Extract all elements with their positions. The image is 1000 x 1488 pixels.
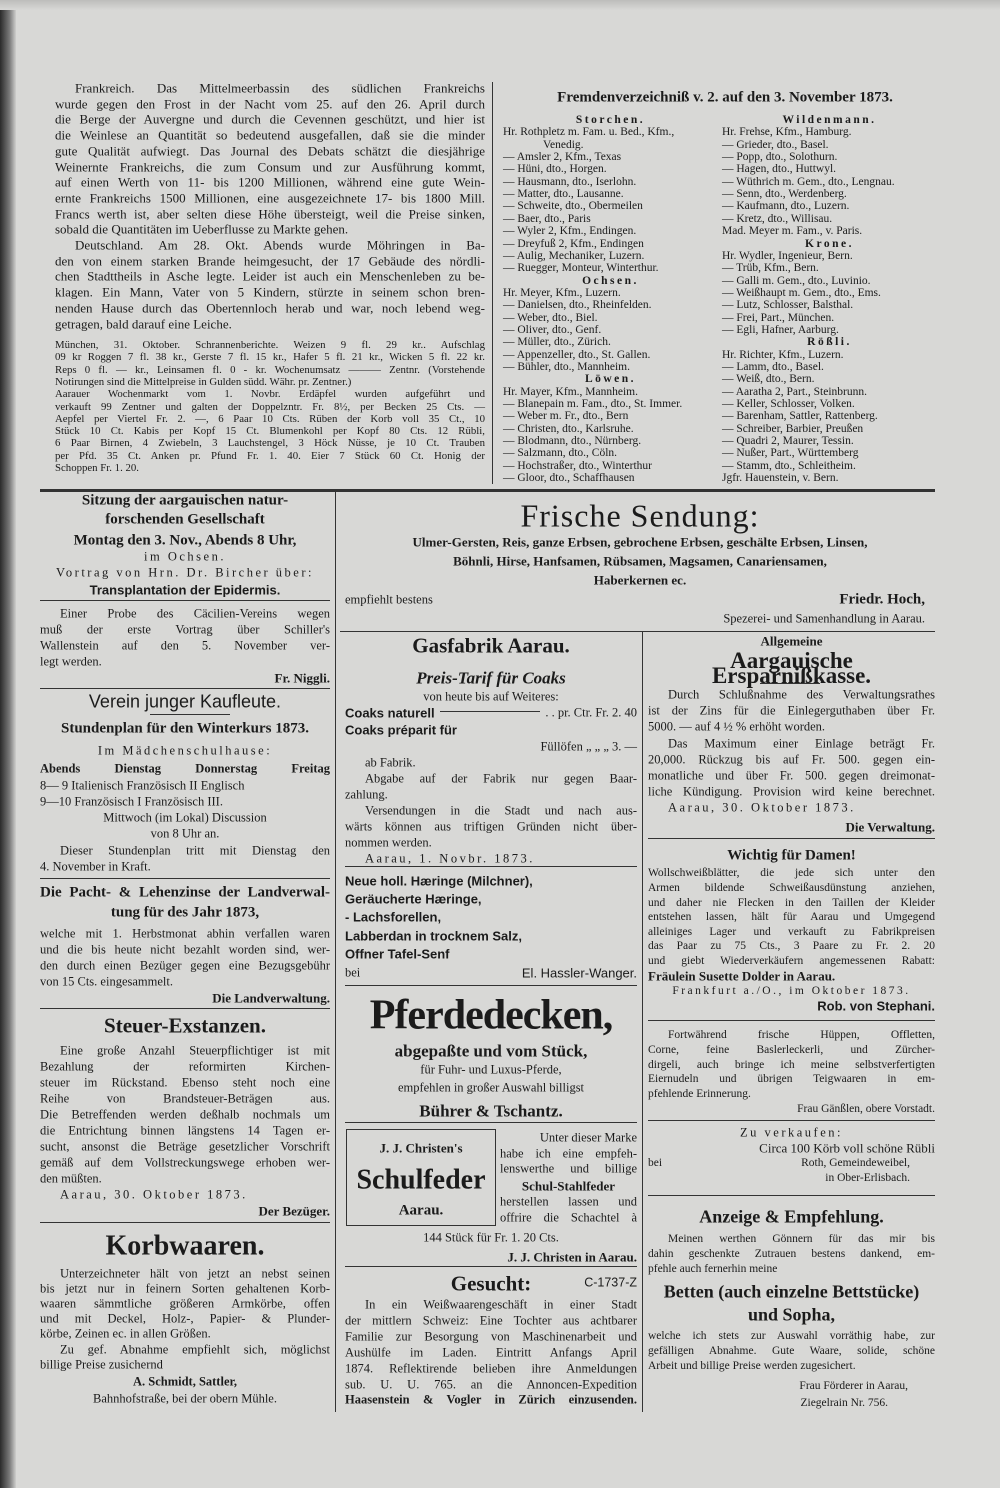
fremden-right-line: Hr. Richter, Kfm., Luzern. [722,348,844,361]
steuer-line: Steuer-Exstanzen. [104,1013,266,1038]
pferde-line: empfehlen in großer Auswahl billigst [397,1080,585,1095]
verein-line: Im Mädchenschulhause: [97,743,273,758]
steuer-line: die Entrichtung binnen längstens 14 Tagen er- [40,1123,330,1138]
fremden-right-line: — Egli, Hafner, Aarburg. [722,323,839,336]
fremden-right-line: — Senn, dto., Werdenberg. [722,188,847,201]
fremden-left-line: — Hausmann, dto., Iserlohn. [503,175,637,188]
divider-rule [648,1195,935,1196]
fremden-left-line: — Matter, dto., Lausanne. [503,188,624,201]
gas-line: ab Fabrik. [365,755,416,770]
news-line: sobald die Quantitäten im Ueberflusse zu Markte gehen. [55,221,349,237]
divider-rule [345,1266,637,1267]
news-line: nenden Hause durch das Obertennloch herab und war, noch lebend weg- [55,300,485,316]
divider-rule [340,631,935,632]
steuer-line: Der Bezüger. [258,1203,330,1219]
news-line: chen Stadttheils in Asche legte. Leider ist auch ein Menschenleben zu be- [55,268,485,284]
damen-line: entstehen lassen, hält für Aarau und Umgegend [648,911,935,923]
fremden-right-line: — Kaufmann, dto., Luzern. [722,200,850,213]
fremden-left-line: — Bühler, dto., Mannheim. [503,361,630,373]
fremden-right-line: Jgfr. Hauenstein, v. Bern. [722,472,839,485]
damen-line: und daher nie Flecken in den Taillen der Kleider [648,897,935,909]
pacht-line: Die Pacht- & Lehenzinse der Landverwal- [40,884,330,901]
caecilien-line: Fr. Niggli. [274,670,330,686]
schulfeder-line: offrire die Schachtel à [500,1210,637,1225]
damen-line: Armen bildende Schweißausdünstung anziehen, [648,882,935,894]
fremden-left-line: Hr. Mayer, Kfm., Mannheim. [503,385,638,398]
schulfeder-line: lenswerthe und billige [500,1161,637,1176]
huppen-line: Frau Gänßlen, obere Vorstadt. [797,1103,935,1115]
kasse-line: 20,000. Rückzug bis auf Fr. 500. gegen ein- [648,752,935,767]
verkaufen-line: Zu verkaufen: [740,1125,843,1140]
verein-line: Mittwoch (im Lokal) Discussion [103,810,267,825]
fremden-right-line: — Barenham, Sattler, Rattenberg. [722,410,878,423]
gas-line: Versendungen in die Stadt und nach aus- [365,803,637,818]
anzeige-line: Arbeit und billige Preise werden zugesichert. [648,1360,856,1372]
caecilien-line: legt werden. [40,654,102,669]
steuer-line: Reihe von Brandsteuer-Beträgen aus. [40,1091,330,1106]
divider-rule [345,985,637,986]
haeringe-line: - Lachsforellen, [345,909,442,925]
korb-line: Bahnhofstraße, bei der obern Mühle. [93,1391,277,1406]
pacht-line: tung für des Jahr 1873, [110,904,260,921]
fremden-left-line: Venedig. [543,138,584,151]
fremden-title-line: Fremdenverzeichniß v. 2. auf den 3. November 1873. [557,89,893,106]
fremden-left-line: — Aulig, Mechaniker, Luzern. [503,249,645,262]
fremden-right-line: — Frei, Part., München. [722,311,835,324]
news-line: Aepfel per Viertel Fr. 2. —, 6 Paar 10 Cts. Rüben der Korb voll 35 Ct., 10 [55,412,485,425]
fremden-left-line: — Weber m. Fr., dto., Bern [503,410,629,423]
divider-rule [345,1122,637,1123]
schulfeder-line: herstellen lassen und [500,1194,637,1209]
fremden-right-line: — Quadri 2, Maurer, Tessin. [722,435,854,448]
news-line: Weinernte Frankreichs, die zum Consum und zur Ausführung kommt, [55,159,485,174]
frische-line: Frische Sendung: [520,497,760,534]
haeringe-line: El. Hassler-Wanger. [521,965,637,981]
fremden-right-line: — Kretz, dto., Willisau. [722,212,833,225]
frische-line: Böhnli, Hirse, Hanfsamen, Rübsamen, Magsamen, Canariensamen, [453,553,827,569]
fremden-left-line: — Hochstraßer, dto., Winterthur [503,459,652,472]
schulfeder-line: Schulfeder [356,1164,486,1196]
news-line: verkauft 99 Zentner und galten der Doppelzntr. Fr. 8½, per Becken 25 Cts. — [55,400,485,413]
fremden-right-line: — Popp, dto., Solothurn. [722,151,838,164]
gesucht-line: Aushülfe im Laden. Eintritt Anfangs April [345,1345,637,1360]
caecilien-line: muß der erste Vortrag über Schiller's [40,622,330,637]
anzeige-line: Meinen werthen Gönnern für das mir bis [668,1233,935,1245]
news-line: die Weinlese an Quantität so bedeutend ausgefallen, daß sie die minder [55,127,485,143]
divider-rule [760,683,820,684]
korb-line: körbe, Zeinen ec. in allen Größen. [40,1326,211,1341]
gas-line: Abgabe auf der Fabrik nur gegen Baar- [365,771,637,786]
schulfeder-line: J. J. Christen in Aarau. [507,1249,637,1265]
fremden-right-line: Wildenmann. [782,114,877,126]
verkaufen-line: Roth, Gemeindeweibel, [801,1157,910,1169]
gas-line: Coaks préparit für [345,722,457,738]
kasse-line: Durch Schlußnahme des Verwaltungsrathes [668,687,935,702]
fremden-left-line: — Hüni, dto., Horgen. [503,163,607,176]
fremden-left-line: — Blanepain m. Fam., dto., St. Immer. [503,398,683,411]
anzeige-line: Anzeige & Empfehlung. [699,1206,884,1227]
frische-line: Haberkernen ec. [593,572,687,588]
gesucht-line: Haasenstein & Vogler in Zürich einzusenden. [345,1392,637,1407]
divider-rule [40,489,935,492]
sitzung-line: Sitzung der aargauischen natur- [81,492,289,509]
fremden-left-line: — Baer, dto., Paris [503,212,591,225]
sitzung-line: Transplantation der Epidermis. [89,582,281,598]
divider-rule [440,711,540,712]
news-line: München, 31. Oktober. Schrannenberichte. Weizen 9 fl. 29 kr.. Aufschlag [55,339,485,351]
haeringe-line: Labberdan in trocknem Salz, [345,928,522,944]
news-line: wurde gegen den Frost in der Nacht vom 25. auf den 26. April durch [55,96,485,112]
fremden-left-line: — Oliver, dto., Genf. [503,323,602,336]
news-line: gute Qualität aufwiegt. Das Journal des Debats schätzt die diesjährige [55,143,485,159]
gas-line: von heute bis auf Weiteres: [423,689,559,704]
fremden-left-line: Löwen. [584,373,637,386]
kasse-line: Allgemeine [760,633,823,649]
caecilien-line: Wallenstein auf den 5. November ver- [40,638,330,653]
fremden-right-line: Krone. [805,237,854,250]
gas-line: . . pr. Ctr. Fr. 2. 40 [545,705,637,720]
damen-line: Wollschweißblätter, die jede sich unter den [648,867,935,879]
fremden-right-line: — Keller, Schlosser, Volken. [722,398,855,411]
gesucht-line: sub. U. U. 765. an die Annoncen-Expedition [345,1377,637,1392]
scan-edge [0,0,16,1488]
korb-line: billige Preise zusichernd [40,1357,163,1372]
divider-rule [648,1120,935,1121]
news-line: 09 kr Roggen 7 fl. 38 kr., Gerste 7 fl. 15 kr., Hafer 5 fl. 21 kr., Wicken 5 fl. 22 kr. [55,351,485,364]
gesucht-line: der mittlern Schweiz: Eine Tochter aus achtbarer [345,1313,637,1328]
haeringe-line: Geräucherte Hæringe, [345,891,482,907]
schulfeder-line: habe ich eine empfeh- [500,1146,637,1161]
gas-line: zahlung. [345,787,388,802]
huppen-line: Eiernudeln und übrigen Teigwaaren in em- [648,1073,935,1085]
schulfeder-trademark-box [346,1129,496,1226]
fremden-right-line: — Lutz, Schlosser, Balsthal. [722,299,854,312]
fremden-right-line: — Hagen, dto., Huttwyl. [722,163,837,176]
fremden-left-line: — Schweite, dto., Obermeilen [503,200,643,213]
news-line: Stück 10 Ct. Kabis per Kopf 15 Ct. Blumenkohl per Kopf 80 Cts. 12 Rübli, [55,425,485,438]
gesucht-line: 1874. Reflektirende belieben ihre Anmeldungen [345,1361,637,1376]
divider-rule [40,600,330,601]
news-line: ernte Frankreichs 1500 Millionen, eine ausgezeichnete 17- bis 1800 Mill. [55,190,485,206]
news-line: getragen, bald darauf eine Leiche. [55,316,232,331]
anzeige-line: und Sopha, [747,1304,836,1325]
gesucht-line: In ein Weißwaarengeschäft in einer Stadt [365,1297,637,1312]
damen-line: Frankfurt a./O., im Oktober 1873. [672,985,911,997]
fremden-right-line: — Lamm, dto., Basel. [722,361,824,373]
divider-rule [40,688,330,689]
anzeige-line: pfehle auch fernerhin meine [648,1263,778,1275]
pacht-line: Die Landverwaltung. [212,990,330,1006]
damen-line: Rob. von Stephani. [817,998,935,1014]
pacht-line: und die bis heute nicht bezahlt worden sind, wer- [40,942,330,957]
verkaufen-line: in Ober-Erlisbach. [825,1172,910,1184]
fremden-left-line: — Müller, dto., Zürich. [503,336,611,349]
news-line: Reps 0 fl. — kr., Leinsamen fl. 0 - kr. Wochenumsatz ——— Zentnr. (Vorstehende [55,363,485,376]
fremden-left-line: — Ruegger, Monteur, Winterthur. [503,262,659,275]
pacht-line: den durch einen Bezüger gegen eine Bezugsgebühr [40,958,330,973]
pacht-line: von 15 Cts. eingesammelt. [40,974,173,989]
news-line: Aarauer Wochenmarkt vom 1. Novbr. Erdäpfel wurden aufgeführt und [55,388,485,401]
gas-line: Preis-Tarif für Coaks [416,668,566,688]
frische-line: Friedr. Hoch, [839,591,925,608]
schulfeder-line: J. J. Christen's [379,1140,463,1156]
fremden-right-line: — Grieder, dto., Basel. [722,138,829,151]
kasse-line: Die Verwaltung. [845,819,935,835]
fremden-left-line: — Blodmann, dto., Nürnberg. [503,435,642,448]
korb-line: Korbwaaren. [105,1230,265,1262]
divider-rule [150,714,230,715]
fremden-right-line: — Weißhaupt m. Gem., dto., Ems. [722,286,881,299]
korb-line: und mit Deckel, Holz-, Papier- & Plunder- [40,1311,330,1326]
fremden-left-line: — Amsler 2, Kfm., Texas [503,151,622,164]
gesucht-line: Familie zur Besorgung von Maschinenarbeit und [345,1329,637,1344]
divider-rule [648,838,935,839]
kasse-line: Das Maximum einer Einlage beträgt Fr. [668,736,935,751]
divider-rule [492,82,493,484]
pferde-line: für Fuhr- und Luxus-Pferde, [420,1062,562,1077]
frische-line: Spezerei- und Samenhandlung in Aarau. [723,611,925,626]
steuer-line: sucht, ansonst die Beträge gesetzlicher Vorschrift [40,1139,330,1154]
verein-line: Dieser Stundenplan tritt mit Dienstag den [60,843,330,858]
pferde-line: Pferdedecken, [369,992,613,1039]
schulfeder-line: Aarau. [398,1202,444,1219]
gas-line: wärts können aus triftigen Gründen nicht über- [345,819,637,834]
fremden-right-line: — Galli m. Gem., dto., Luvinio. [722,274,871,287]
schulfeder-line: Unter dieser Marke [539,1130,637,1145]
kasse-line: monatliche und über Fr. 500. gegen dreimonat- [648,768,935,783]
korb-line: bis jetzt nur in feinern Sorten gehaltenen Korb- [40,1281,330,1296]
fremden-left-line: — Gloor, dto., Schaffhausen [503,472,635,485]
steuer-line: gemäß auf dem Vollstreckungswege erhoben wer- [40,1155,330,1170]
gesucht-line: Gesucht: [450,1271,532,1296]
korb-line: Zu gef. Abnahme empfiehlt sich, möglichst [60,1342,330,1357]
steuer-line: den müßten. [40,1171,102,1186]
fremden-left-line: Hr. Rothpletz m. Fam. u. Bed., Kfm., [503,126,675,139]
fremden-right-line: — Stamm, dto., Schleitheim. [722,459,856,472]
korb-line: A. Schmidt, Sattler, [132,1374,238,1389]
anzeige-line: Frau Förderer in Aarau, [799,1380,908,1392]
gas-line: Gasfabrik Aarau. [412,633,570,658]
fremden-right-line: Mad. Meyer m. Fam., v. Paris. [722,225,863,238]
huppen-line: dirgeli, auch bringe ich meine selbstverfertigten [648,1059,935,1071]
divider-rule [345,866,637,867]
gas-line: Coaks naturell [345,705,435,721]
verein-line: 8— 9 Italienisch Französisch II Englisch [40,778,245,793]
scan-edge-top [0,0,1000,10]
fremden-right-line: Hr. Wydler, Ingenieur, Bern. [722,249,853,262]
divider-rule [642,632,643,1412]
fremden-left-line: Hr. Meyer, Kfm., Luzern. [503,286,621,299]
verkaufen-line: Circa 100 Körb voll schöne Rübli [759,1140,935,1156]
news-line: Francs werth ist, aber selten diese Höhe übersteigt, weil die Preise sinken, [55,206,485,222]
frische-line: empfiehlt bestens [345,592,433,607]
kasse-line: ist der Zins für die Einlegerguthaben über Fr. [648,703,935,718]
damen-line: und giebt Wiederverkäufern angemessenen Rabatt: [648,955,935,967]
verein-line: 9—10 Französisch I Französisch III. [40,794,223,809]
news-line: den von einem starken Brande heimgesucht, der 17 Gebäude des nördli- [55,253,485,269]
fremden-left-line: Storchen. [575,114,646,126]
news-line: Frankreich. Das Mittelmeerbassin des südlichen Frankreichs [75,80,485,96]
news-line: die Berge der Auvergne und durch die Cevennen geschützt, und hier ist [55,111,485,127]
haeringe-line: Offner Tafel-Senf [345,946,450,962]
huppen-line: Corne, feine Baslerleckerli, und Zürcher- [648,1044,935,1056]
gesucht-line: C-1737-Z [584,1275,637,1290]
sitzung-line: forschenden Gesellschaft [105,511,265,528]
divider-rule [335,492,336,1412]
schulfeder-line: 144 Stück für Fr. 1. 20 Cts. [423,1230,559,1245]
damen-line: Fräulein Susette Dolder in Aarau. [648,968,836,984]
haeringe-line: Neue holl. Hæringe (Milchner), [345,873,533,889]
fremden-right-line: — Nußer, Part., Württemberg [722,447,859,460]
verkaufen-line: bei [648,1157,663,1169]
news-line: Schoppen Fr. 1. 20. [55,462,139,474]
fremden-left-line: — Weber, dto., Biel. [503,311,598,324]
verein-line: 4. November in Kraft. [40,859,151,874]
news-line: per Pfd. 35 Ct. Anken pr. Pfund Fr. 1. 40. Eier 7 Stück 60 Ct. Honig der [55,449,485,462]
gas-line: nommen werden. [345,835,432,850]
anzeige-line: Betten (auch einzelne Bettstücke) [663,1281,920,1302]
verein-line: Verein junger Kaufleute. [88,691,282,712]
kasse-line: liche Kündigung. Provision wird keine berechnet. [648,784,935,799]
sitzung-line: Montag den 3. Nov., Abends 8 Uhr, [73,532,297,549]
divider-rule [648,1020,935,1021]
steuer-line: steuer im Rückstand. Ebenso steht noch eine [40,1075,330,1090]
news-line: 6 Paar Birnen, 4 Zwiebeln, 3 Lauchstengel, 3 Höck Nüsse, je 10 Ct. Trauben [55,437,485,450]
fremden-right-line: — Aaratha 2, Part., Steinbrunn. [722,385,868,398]
fremden-left-line: — Appenzeller, dto., St. Gallen. [503,348,651,361]
divider-rule [40,1008,330,1009]
news-line: klagen. Ein Mann, Vater von 5 Kindern, stürzte in seinem schon bren- [55,284,485,300]
steuer-line: Eine große Anzahl Steuerpflichtiger ist mit [60,1043,330,1058]
verein-line: Abends Dienstag Donnerstag Freitag [40,761,330,776]
steuer-line: Aarau, 30. Oktober 1873. [60,1187,248,1202]
anzeige-line: gefälligen Abnahme. Gute Waare, solide, schöne [648,1345,935,1357]
fremden-left-line: — Danielsen, dto., Rheinfelden. [503,299,652,312]
anzeige-line: Ziegelrain Nr. 756. [800,1397,888,1409]
verein-line: Stundenplan für den Winterkurs 1873. [61,720,309,737]
divider-rule [40,1222,330,1223]
fremden-right-line: — Trüb, Kfm., Bern. [722,262,819,275]
sitzung-line: im Ochsen. [144,549,226,564]
pacht-line: welche mit 1. Herbstmonat abhin verfallen waren [40,926,330,941]
gas-line: Aarau, 1. Novbr. 1873. [365,851,535,866]
damen-line: das Paar zu 75 Cts., 3 Paare zu Fr. 2. 20 [648,940,935,952]
sitzung-line: Vortrag von Hrn. Dr. Bircher über: [56,565,314,580]
fremden-left-line: — Wyler 2, Kfm., Endingen. [503,225,637,238]
damen-line: Wichtig für Damen! [727,847,856,864]
fremden-right-line: Rößli. [807,336,852,349]
anzeige-line: welche ich stets zur Auswahl vorräthig habe, zur [648,1330,935,1342]
fremden-left-line: — Dreyfuß 2, Kfm., Endingen [503,237,644,250]
gas-line: Füllöfen „ „ „ 3. — [540,739,637,754]
haeringe-line: bei [345,965,361,980]
frische-line: Ulmer-Gersten, Reis, ganze Erbsen, gebrochene Erbsen, geschälte Erbsen, Linsen, [412,534,868,550]
pferde-line: abgepaßte und vom Stück, [394,1041,588,1061]
steuer-line: Die Betreffenden werden deßhalb nochmals um [40,1107,330,1122]
kasse-line: Aarau, 30. Oktober 1873. [668,800,856,815]
schulfeder-line: Schul-Stahlfeder [521,1178,616,1194]
caecilien-line: Einer Probe des Cäcilien-Vereins wegen [60,606,330,621]
kasse-line: Aargauische Ersparnißkasse. [711,648,872,688]
steuer-line: Bezahlung der reformirten Kirchen- [40,1059,330,1074]
huppen-line: pfehlende Erinnerung. [648,1088,751,1100]
fremden-left-line: — Salzmann, dto., Cöln. [503,447,618,460]
news-line: Deutschland. Am 28. Okt. Abends wurde Möhringen in Ba- [75,237,485,253]
korb-line: waaren sämmtliche größeren Armkörbe, offen [40,1296,330,1311]
fremden-right-line: — Weiß, dto., Bern. [722,373,815,386]
news-line: Notirungen sind die Mittelpreise in Gulden südd. Währ. pr. Zentner.) [55,375,352,388]
news-line: auf einen Werth von 11- bis 1200 Millionen, während eine gute Wein- [55,174,485,190]
fremden-right-line: — Schreiber, Barbier, Preußen [722,422,864,435]
pferde-line: Bührer & Tschantz. [419,1101,563,1121]
damen-line: alleiniges Lager und verkauft zu Fabrikpreisen [648,926,935,938]
divider-rule [40,878,330,879]
fremden-left-line: Ochsen. [582,274,639,287]
verein-line: von 8 Uhr an. [150,826,220,841]
fremden-right-line: Hr. Frehse, Kfm., Hamburg. [722,126,852,139]
fremden-right-line: — Wüthrich m. Gem., dto., Lengnau. [722,175,895,188]
fremden-left-line: — Christen, dto., Karlsruhe. [503,422,634,435]
anzeige-line: dahin geschenkte Zutrauen bestens dankend, em- [648,1248,935,1260]
korb-line: Unterzeichneter hält von jetzt an nebst seinen [60,1266,330,1281]
huppen-line: Fortwährend frische Hüppen, Offletten, [668,1029,935,1041]
kasse-line: 5000. — auf 4 ½ % erhöht worden. [648,719,826,734]
